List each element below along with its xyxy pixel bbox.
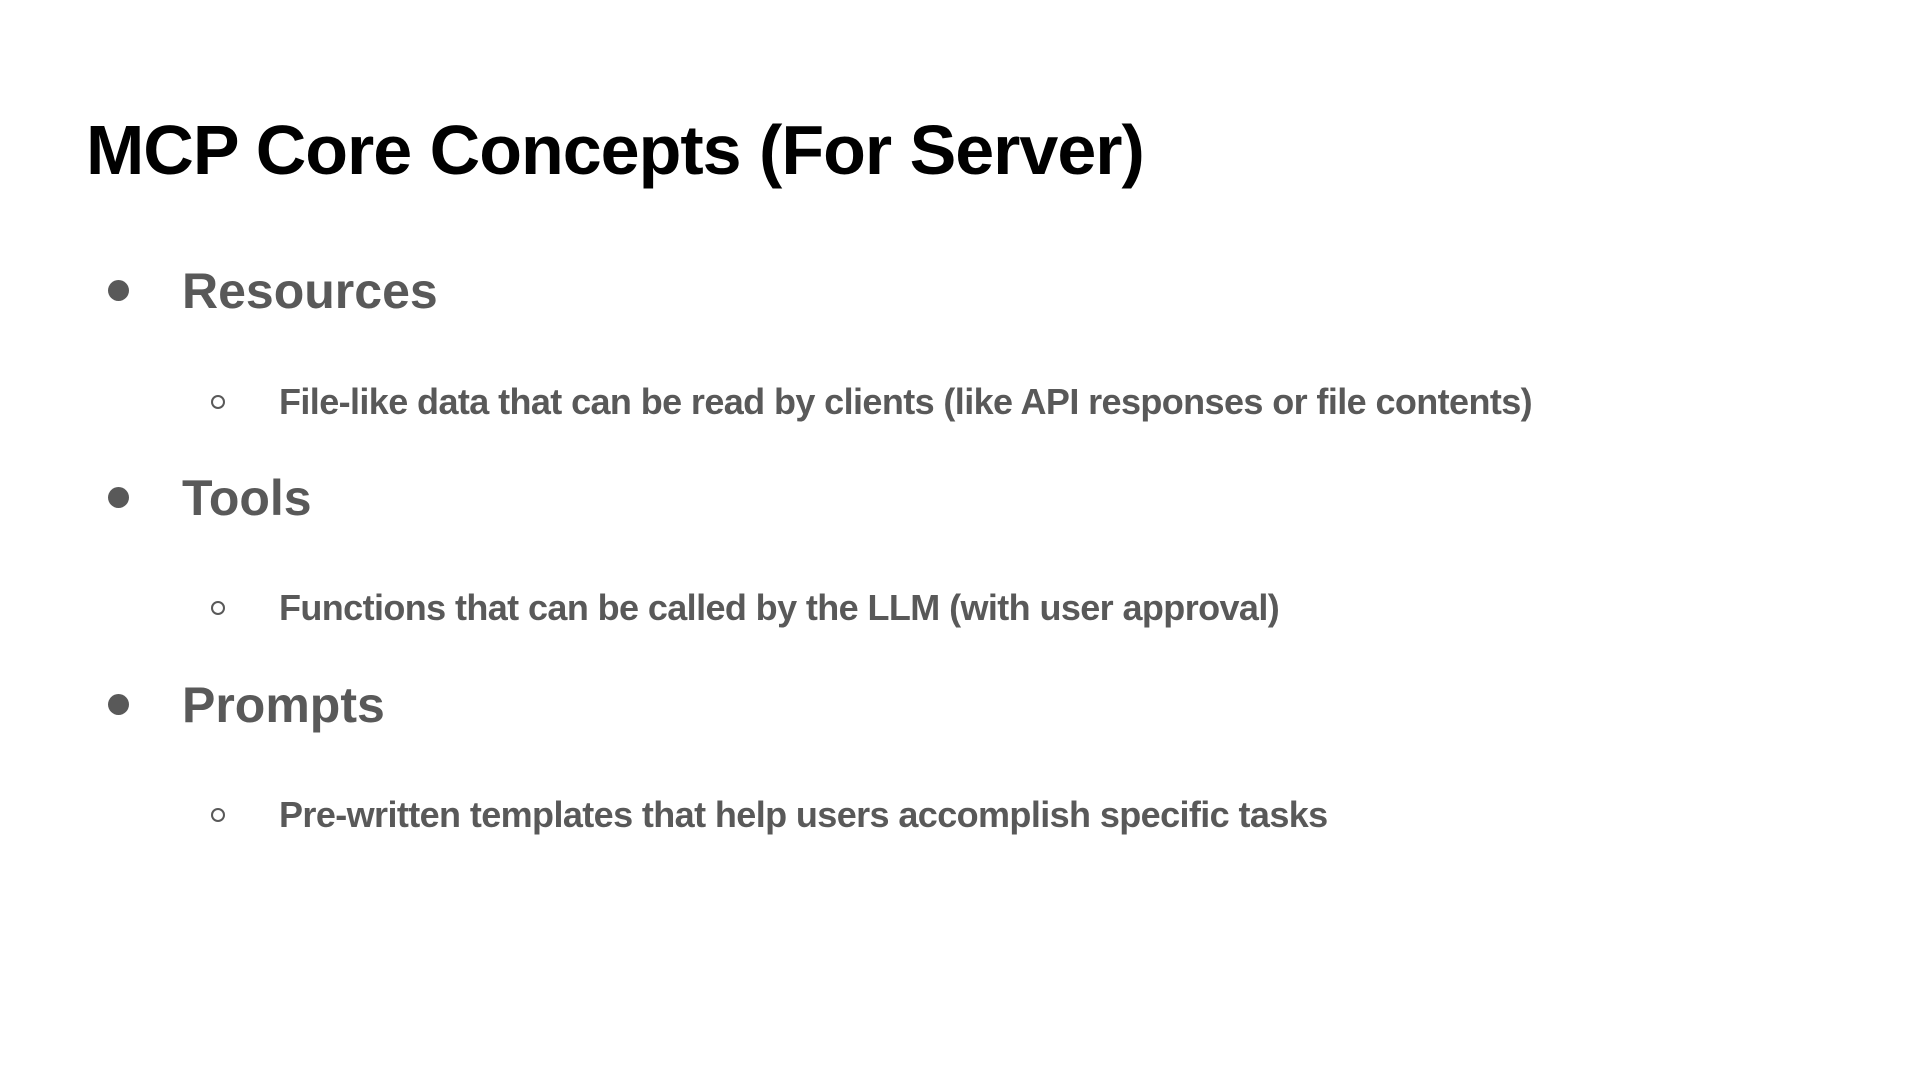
bullet-item-resources [0,262,1920,322]
bullet-filled-circle-icon [108,280,129,301]
bullet-filled-circle-icon [108,694,129,715]
sub-bullet-text: Functions that can be called by the LLM (with user approval) [279,587,1280,628]
sub-bullet-item [0,586,1920,636]
bullet-item-tools [0,469,1920,529]
bullet-filled-circle-icon [108,487,129,508]
sub-bullet-item [0,793,1920,843]
sub-bullet-item [0,380,1920,430]
sub-bullet-hollow-circle-icon [211,601,225,615]
bullet-label: Tools [182,470,312,526]
slide-title: MCP Core Concepts (For Server) [86,111,1144,189]
bullet-label: Resources [182,263,438,319]
sub-bullet-hollow-circle-icon [211,395,225,409]
sub-bullet-text: File-like data that can be read by clients (like API responses or file contents) [279,381,1533,422]
bullet-item-prompts [0,676,1920,736]
sub-bullet-text: Pre-written templates that help users accomplish specific tasks [279,794,1328,835]
bullet-label: Prompts [182,677,385,733]
sub-bullet-hollow-circle-icon [211,808,225,822]
